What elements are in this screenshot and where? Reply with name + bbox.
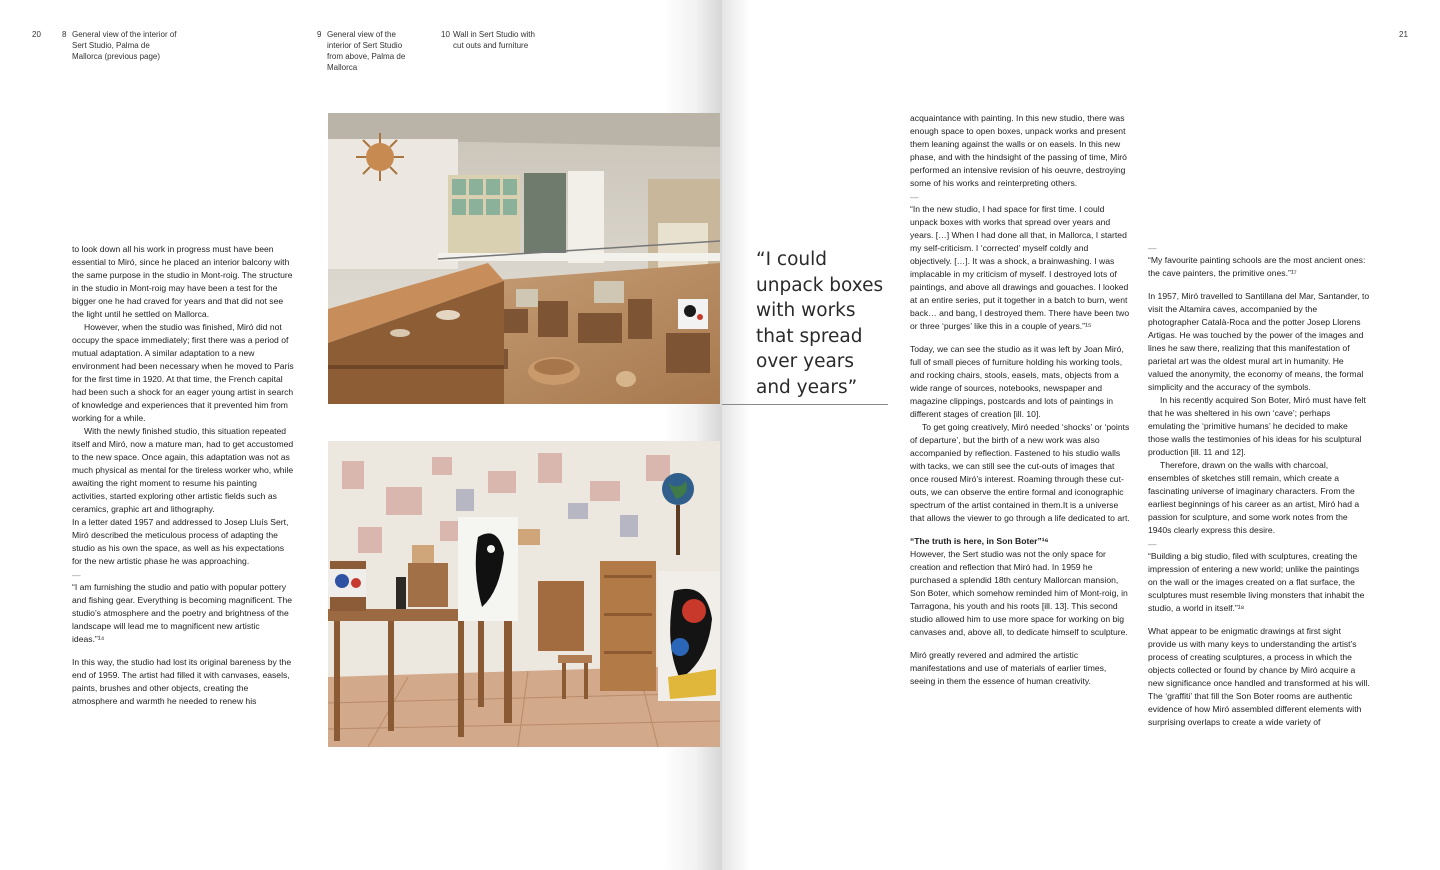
caption-number: 9 [317,30,322,39]
paragraph: What appear to be enigmatic drawings at first sight provide us with many keys to understanding the artist’s process of creating sculptures, a process in which the objects collected or found by chance by Miró acquire a new significance once handled and transformed at his will. [1148,626,1370,688]
paragraph: to look down all his work in progress must have been essential to Miró, since he placed an interior balcony with the same purpose in the studio in Mont-roig. The structure in the studio in Mont-roig may have been a test for the bigger one he had craved for years and that did not see the light until he settled on Mallorca. [72,244,293,319]
paragraph: To get going creatively, Miró needed ‘shocks’ or ‘points of departure’, but the birth of a new work was also accompanied by reflection. Fastened to his studio walls with tacks, we can still see the cut-outs of images that once roused Miró’s interest. Roaming through these cut-outs, we can observe the entire formal and iconographic spectrum of the artist contained in them.It is a universe that allows the viewer to go through a life dedicated to art. [910,422,1130,523]
paragraph: However, the Sert studio was not the only space for creation and reflection that Miró had. In 1959 he purchased a splendid 18th century Mallorcan mansion, Son Boter, which somehow reminded him of Mont-roig, in Tarragona, his youth and his roots [ill. 13]. This second studio allowed him to use more space for working on big canvases and, above all, to dedicate himself to sculpture. [910,549,1128,637]
quotation: “In the new studio, I had space for first time. I could unpack boxes with works that spread over years and years. […] When I had done all that, in Mallorca, I started my self-criticism. I ‘corrected’ myself coldly and objectively. […]. It was a shock, a brainwashing. I was implacable in my criticism of myself. I destroyed lots of paintings, and above all drawings and gouaches. I looked at an entire series, put it together in a batch to burn, went back… and bang, I destroyed them. There have been two or three ‘purges’ like this in a couple of years.”¹⁵ [910,204,1130,331]
quotation: “Building a big studio, filed with sculptures, creating the impression of entering a new world; unlike the paintings on the wall or the images created on a flat surface, the sculptures must resemble living monsters that inhabit the studio, a world in itself.”¹⁸ [1148,551,1365,613]
pull-quote-rule [722,404,888,405]
paragraph: Therefore, drawn on the walls with charcoal, ensembles of sketches still remain, which create a fascinating universe of imaginary characters. From the earliest beginnings of his career as an artist, Miró had a passion for sculpture, and some work notes from the 1940s clearly express this desire. [1148,460,1360,535]
paragraph: In this way, the studio had lost its original bareness by the end of 1959. The artist had filled it with canvases, easels, paints, brushes and other objects, creating the atmosphere and warmth he needed to renew his [72,657,292,706]
photo-studio-wall-cutouts-image [328,441,720,747]
quote-dash: — [1148,539,1157,549]
photo-studio-wall-cutouts [328,441,720,747]
pull-quote: “I could unpack boxes with works that spread over years and years” [756,249,884,398]
paragraph: In his recently acquired Son Boter, Miró must have felt that he was sheltered in his own ‘cave’; perhaps emulating the ‘primitive humans’ he decided to make those walls the testimonies of his ideas for his sculptural production [ill. 11 and 12]. [1148,395,1366,457]
quote-dash: — [1148,243,1157,253]
paragraph: The ‘graffiti’ that fill the Son Boter rooms are authentic evidence of how Miró assembled different elements with surprising overlaps to create a wide variety of [1148,691,1362,727]
book-gutter-shadow-right [722,0,750,870]
text-column-1 [72,243,294,708]
photo-studio-from-above [328,113,720,404]
page-number-left: 20 [32,30,41,39]
paragraph: In 1957, Miró travelled to Santillana del Mar, Santander, to visit the Altamira caves, accompanied by the photographer Català-Roca and the potter Josep Llorens Artigas. He was touched by the power of the images and lines he saw there, realizing that this manifestation of parietal art was the oldest mural art in humanity. He valued the anonymity, the economy of means, the formal simplicity and the accuracy of the symbols. [1148,291,1370,392]
photo-studio-from-above-image [328,113,720,404]
caption-number: 8 [62,30,67,39]
section-heading: “The truth is here, in Son Boter”¹⁶ [910,536,1049,546]
paragraph: With the newly finished studio, this situation repeated itself and Miró, now a mature man, had to get accustomed to the new space. Once again, this adaptation was not as much physical as mental for the tireless worker who, while awaiting the right moment to resume his painting activities, started exploring other artistic fields such as ceramics, graphic art and lithography. [72,426,294,514]
paragraph: Today, we can see the studio as it was left by Joan Miró, full of small pieces of furniture holding his working tools, and rocking chairs, stools, easels, mats, objects from a wide range of sources, notebooks, newspaper and magazine clippings, postcards and lots of paintings in different stages of creation [ill. 10]. [910,344,1124,419]
quote-dash: — [910,192,919,202]
quotation: “My favourite painting schools are the most ancient ones: the cave painters, the primitive ones.”¹⁷ [1148,255,1366,278]
caption-text: Wall in Sert Studio with cut outs and furniture [453,30,535,50]
text-column-2 [910,112,1132,688]
paragraph: However, when the studio was finished, Miró did not occupy the space immediately; first there was a period of mutual adaptation. A similar adaptation to a new environment had been necessary when he moved to Paris for the first time in 1920. At that time, the French capital had been such a shock for an eager young artist in search of knowledge and experiences that it prevented him from working for a while. [72,322,294,423]
caption-text: General view of the interior of Sert Studio from above, Palma de Mallorca [327,30,406,72]
caption-text: General view of the interior of Sert Studio, Palma de Mallorca (previous page) [72,30,177,61]
caption-8 [62,29,180,62]
paragraph: Miró greatly revered and admired the artistic manifestations and use of materials of earlier times, seeing in them the essence of human creativity. [910,650,1107,686]
caption-10 [441,29,545,51]
text-column-3 [1148,242,1370,729]
page-number-right: 21 [1399,30,1408,39]
caption-9 [317,29,411,73]
quote-dash: — [72,570,81,580]
caption-number: 10 [441,30,450,39]
paragraph: In a letter dated 1957 and addressed to Josep Lluís Sert, Miró described the meticulous process of adapting the studio as his own the space, as well as his expectations for the new artistic phase he was approaching. [72,517,289,566]
quotation: “I am furnishing the studio and patio with popular pottery and fishing gear. Everything is becoming magnificent. The studio’s atmosphere and the poetry and brightness of the landscape will lead me to magnificent new artistic ideas.”¹⁴ [72,582,293,644]
paragraph: acquaintance with painting. In this new studio, there was enough space to open boxes, unpack works and present them leaning against the walls or on easels. In this new phase, and with the hindsight of the passing of time, Miró performed an intensive revision of his oeuvre, destroying some of his works and reinterpreting others. [910,113,1127,188]
